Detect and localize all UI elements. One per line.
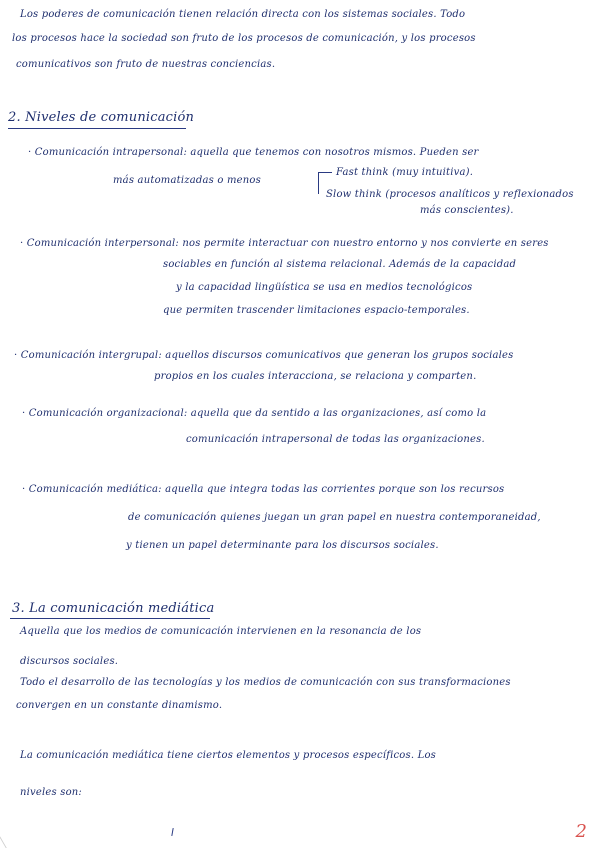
slow-think: Slow think (procesos analíticos y reflexionados	[326, 189, 574, 200]
page-number: 2	[575, 821, 587, 842]
choice-bracket-top	[318, 172, 332, 173]
mediatic-line-2: de comunicación quienes juegan un gran papel en nuestra contemporaneidad,	[128, 512, 541, 523]
choice-bracket	[318, 172, 319, 194]
section-3-line-6: niveles son:	[20, 787, 82, 798]
section-3-line-5: La comunicación mediática tiene ciertos elementos y procesos específicos. Los	[20, 750, 437, 761]
mediatic-line-1: · Comunicación mediática: aquella que integra todas las corrientes porque son los recursos	[22, 484, 505, 495]
intrapersonal-line-1: · Comunicación intrapersonal: aquella que tenemos con nosotros mismos. Pueden ser	[28, 147, 479, 158]
intergroup-line-1: · Comunicación intergrupal: aquellos discursos comunicativos que generan los grupos sociales	[14, 350, 514, 361]
section-2-underline	[8, 128, 186, 129]
section-3-title: 3. La comunicación mediática	[12, 601, 215, 616]
section-2-title: 2. Niveles de comunicación	[8, 110, 195, 125]
intro-line-2: los procesos hace la sociedad son fruto de los procesos de comunicación, y los procesos	[12, 33, 476, 44]
section-3-line-3: Todo el desarrollo de las tecnologías y los medios de comunicación con sus transformaciones	[20, 677, 511, 688]
intrapersonal-line-2: más automatizadas o menos	[113, 175, 261, 186]
organizational-line-2: comunicación intrapersonal de todas las organizaciones.	[186, 434, 485, 445]
interpersonal-line-3: y la capacidad lingüística se usa en medios tecnológicos	[176, 282, 473, 293]
intro-line-3: comunicativos son fruto de nuestras conciencias.	[16, 59, 276, 70]
interpersonal-line-2: sociables en función al sistema relacional. Además de la capacidad	[163, 259, 517, 270]
intergroup-line-2: propios en los cuales interacciona, se relaciona y comparten.	[154, 371, 477, 382]
section-3-line-2: discursos sociales.	[20, 656, 119, 667]
organizational-line-1: · Comunicación organizacional: aquella que da sentido a las organizaciones, así como la	[22, 408, 487, 419]
section-3-underline	[10, 618, 210, 619]
fast-think: Fast think (muy intuitiva).	[336, 167, 474, 178]
intro-line-1: Los poderes de comunicación tienen relación directa con los sistemas sociales. Todo	[20, 9, 466, 20]
mediatic-line-3: y tienen un papel determinante para los discursos sociales.	[126, 540, 439, 551]
interpersonal-line-4: que permiten trascender limitaciones espacio-temporales.	[163, 305, 470, 316]
interpersonal-line-1: · Comunicación interpersonal: nos permite interactuar con nuestro entorno y nos convierte en seres	[20, 238, 549, 249]
section-3-line-1: Aquella que los medios de comunicación intervienen en la resonancia de los	[20, 626, 422, 637]
section-3-line-4: convergen en un constante dinamismo.	[16, 700, 223, 711]
pen-mark	[171, 828, 173, 836]
slow-think-cont: más conscientes).	[420, 205, 514, 216]
page-corner	[0, 828, 27, 848]
